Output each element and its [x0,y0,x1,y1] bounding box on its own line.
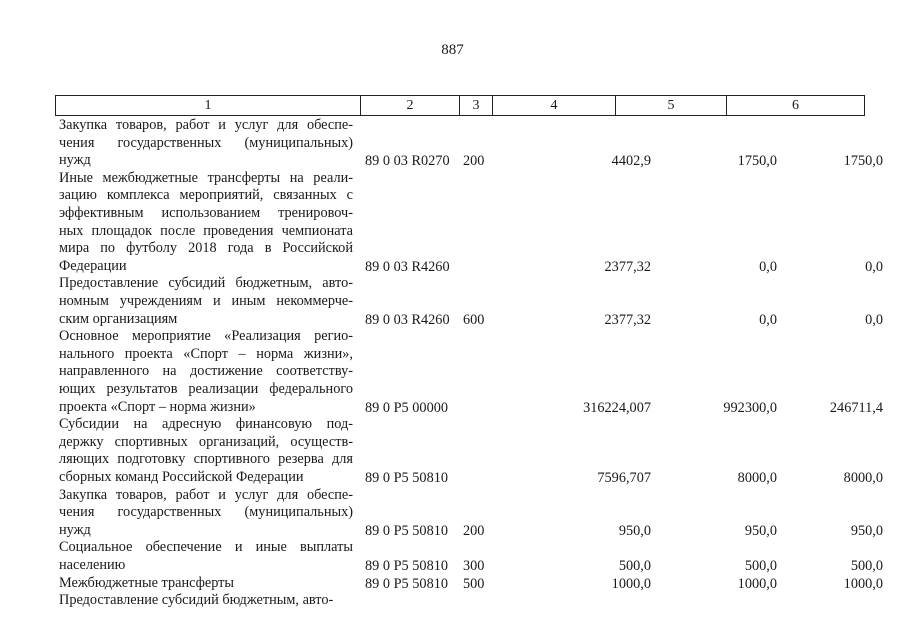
row-value-col5: 500,0 [744,557,777,574]
table-row [59,117,883,170]
row-expense-type: 200 [463,153,485,170]
description-line: нужд [59,521,91,538]
row-value-col6: 0,0 [865,258,883,275]
row-code: 89 0 03 R4260 [365,311,450,328]
row-expense-type: 600 [463,311,485,328]
description-line: Федерации [59,257,127,274]
row-expense-type: 200 [463,522,485,539]
description-line: Социальное обеспечение и иные выплаты [59,539,353,556]
row-value-col5: 1750,0 [737,153,777,170]
row-value-col4: 4402,9 [611,153,651,170]
header-col-5: 5 [667,98,675,113]
row-value-col4: 2377,32 [604,311,651,328]
description-line: Предоставление субсидий бюджетным, авто- [59,592,334,609]
row-expense-type: 300 [463,557,485,574]
page-number: 887 [441,42,464,58]
table-row [59,169,883,276]
header-col-2: 2 [406,98,414,113]
description-line: Закупка товаров, работ и услуг для обеспе- [59,486,353,503]
description-line: населению [59,556,126,573]
row-value-col4: 950,0 [618,522,651,539]
table-row [59,539,883,574]
description-line: Предоставление субсидий бюджетным, авто- [59,275,353,292]
header-col-3: 3 [472,98,480,113]
description-line: проекта «Спорт – норма жизни» [59,398,256,415]
row-description [59,592,353,610]
description-line: Субсидии на адресную финансовую под- [59,416,353,433]
row-value-col6: 950,0 [850,522,883,539]
row-description [59,539,353,574]
header-col-1: 1 [204,98,212,113]
row-value-col5: 0,0 [759,258,777,275]
row-expense-type: 500 [463,575,485,592]
row-value-col5: 992300,0 [723,399,777,416]
description-line: держку спортивных организаций, осуществ- [59,433,353,450]
row-code: 89 0 03 R0270 [365,153,450,170]
row-value-col4: 2377,32 [604,258,651,275]
row-value-col4: 316224,007 [583,399,651,416]
table-row [59,328,883,416]
row-description [59,275,353,328]
row-value-col6: 0,0 [865,311,883,328]
description-line: нального проекта «Спорт – норма жизни», [59,345,353,362]
row-code: 89 0 P5 50810 [365,557,449,574]
description-line: нужд [59,152,91,169]
description-line: Иные межбюджетные трансферты на реали- [59,169,353,186]
row-value-col5: 8000,0 [737,469,777,486]
row-code: 89 0 P5 00000 [365,399,449,416]
row-description [59,170,353,276]
description-line: Межбюджетные трансферты [59,574,235,591]
description-line: направленного на достижение соответству- [59,363,353,380]
description-line: зацию комплекса мероприятий, связанных с [59,187,353,204]
row-value-col6: 500,0 [850,557,883,574]
row-value-col6: 8000,0 [843,469,883,486]
description-line: Закупка товаров, работ и услуг для обеспе- [59,117,353,133]
table-row [59,416,883,486]
row-value-col5: 1000,0 [737,575,777,592]
row-value-col6: 1000,0 [843,575,883,592]
description-line: мира по футболу 2018 года в Российской [59,240,353,257]
row-value-col6: 246711,4 [829,399,883,416]
row-description [59,328,353,416]
row-description [59,117,353,170]
description-line: чения государственных (муниципальных) [59,134,353,151]
table-row [59,592,859,610]
row-value-col5: 0,0 [759,311,777,328]
row-value-col6: 1750,0 [843,153,883,170]
description-line: номным учреждениям и иным некоммерче- [59,292,353,309]
description-line: ных площадок после проведения чемпионата [59,222,353,239]
row-description [59,416,353,486]
row-code: 89 0 P5 50810 [365,469,449,486]
row-value-col5: 950,0 [744,522,777,539]
description-line: ляющих подготовку спортивного резерва для [59,451,353,468]
row-code: 89 0 P5 50810 [365,522,449,539]
row-description [59,487,353,540]
table-header [55,95,865,116]
row-description [59,575,353,593]
row-value-col4: 7596,707 [597,469,651,486]
description-line: чения государственных (муниципальных) [59,504,353,521]
description-line: ским организациям [59,310,178,327]
row-value-col4: 500,0 [618,557,651,574]
table-row [59,486,883,540]
row-value-col4: 1000,0 [611,575,651,592]
header-col-4: 4 [550,98,558,113]
row-code: 89 0 03 R4260 [365,258,450,275]
description-line: ющих результатов реализации федерального [59,380,353,397]
table-row [59,275,883,328]
row-code: 89 0 P5 50810 [365,575,449,592]
table-row [59,574,883,593]
description-line: Основное мероприятие «Реализация регио- [59,328,353,345]
description-line: эффективным использованием тренировоч- [59,204,353,221]
header-col-6: 6 [792,98,799,113]
description-line: сборных команд Российской Федерации [59,468,304,485]
